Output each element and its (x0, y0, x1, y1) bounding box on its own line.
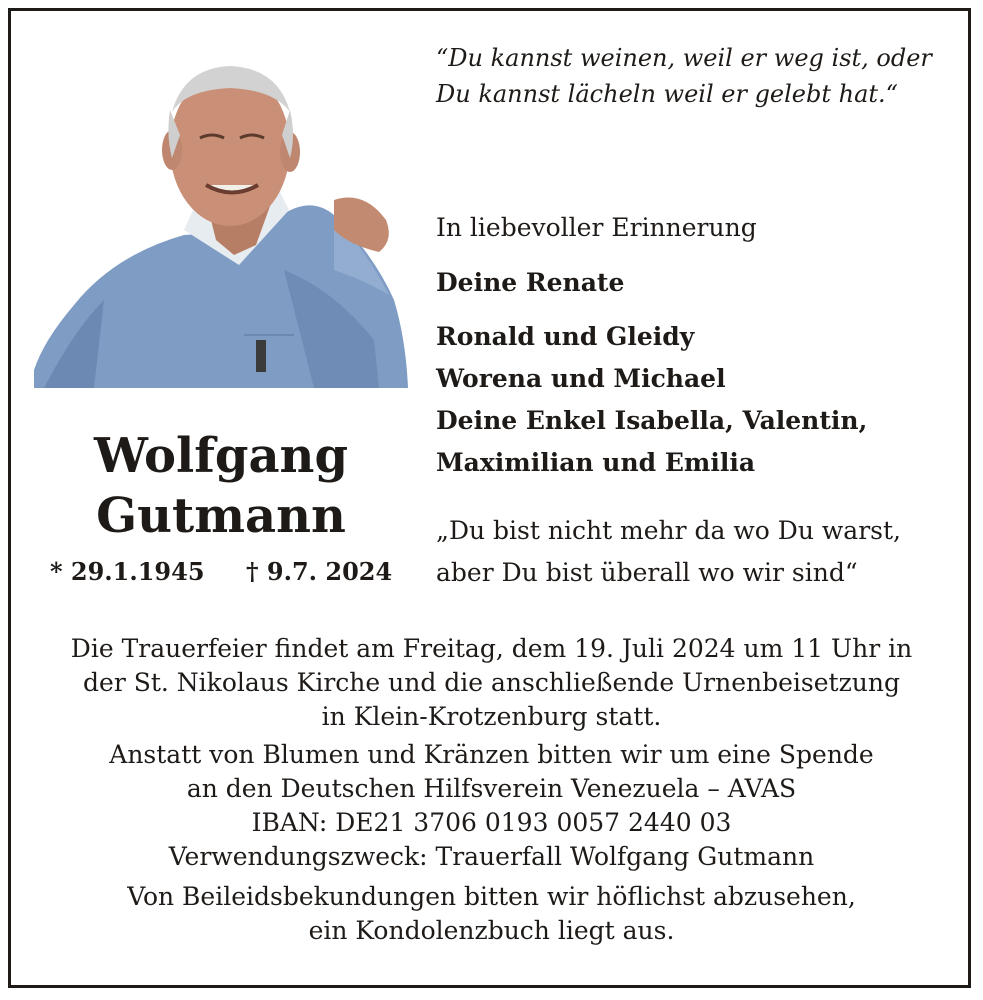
top-quote (436, 40, 956, 112)
bottom-quote-line-1: „Du bist nicht mehr da wo Du warst, (436, 516, 901, 545)
portrait-photo (34, 40, 408, 388)
family-member-line: Deine Enkel Isabella, Valentin, (436, 406, 868, 435)
notice-text (14, 632, 969, 948)
funeral-line: der St. Nikolaus Kirche und die anschließende Urnenbeisetzung (83, 668, 900, 697)
bottom-quote (436, 510, 901, 594)
condolence-line: ein Kondolenzbuch liegt aus. (308, 916, 675, 945)
last-name: Gutmann (96, 488, 346, 544)
life-dates (34, 552, 408, 592)
donation-line: Anstatt von Blumen und Kränzen bitten wir um eine Spende (109, 740, 874, 769)
donation-line: Verwendungszweck: Trauerfall Wolfgang Gutmann (168, 842, 815, 871)
birth-date: * 29.1.1945 (50, 557, 205, 586)
family-member-line: Ronald und Gleidy (436, 322, 695, 351)
family-members (436, 316, 867, 484)
memory-label: In liebevoller Erinnerung (436, 213, 757, 242)
bottom-quote-line-2: aber Du bist überall wo wir sind“ (436, 558, 858, 587)
top-quote-line-2: Du kannst lächeln weil er gelebt hat.“ (436, 80, 898, 108)
donation-line: an den Deutschen Hilfsverein Venezuela – AVAS (186, 774, 797, 803)
top-quote-line-1: “Du kannst weinen, weil er weg ist, oder (436, 44, 932, 72)
family-member-line: Maximilian und Emilia (436, 448, 756, 477)
family-spouse: Deine Renate (436, 268, 625, 297)
first-name: Wolfgang (93, 428, 348, 484)
condolence-line: Von Beileidsbekundungen bitten wir höflichst abzusehen, (127, 882, 856, 911)
funeral-line: Die Trauerfeier findet am Freitag, dem 19. Juli 2024 um 11 Uhr in (70, 634, 913, 663)
family-member-line: Worena und Michael (436, 364, 726, 393)
funeral-line: in Klein-Krotzenburg statt. (321, 702, 662, 731)
deceased-name (34, 426, 408, 546)
iban-line: IBAN: DE21 3706 0193 0057 2440 03 (251, 808, 732, 837)
death-date: † 9.7. 2024 (246, 557, 393, 586)
